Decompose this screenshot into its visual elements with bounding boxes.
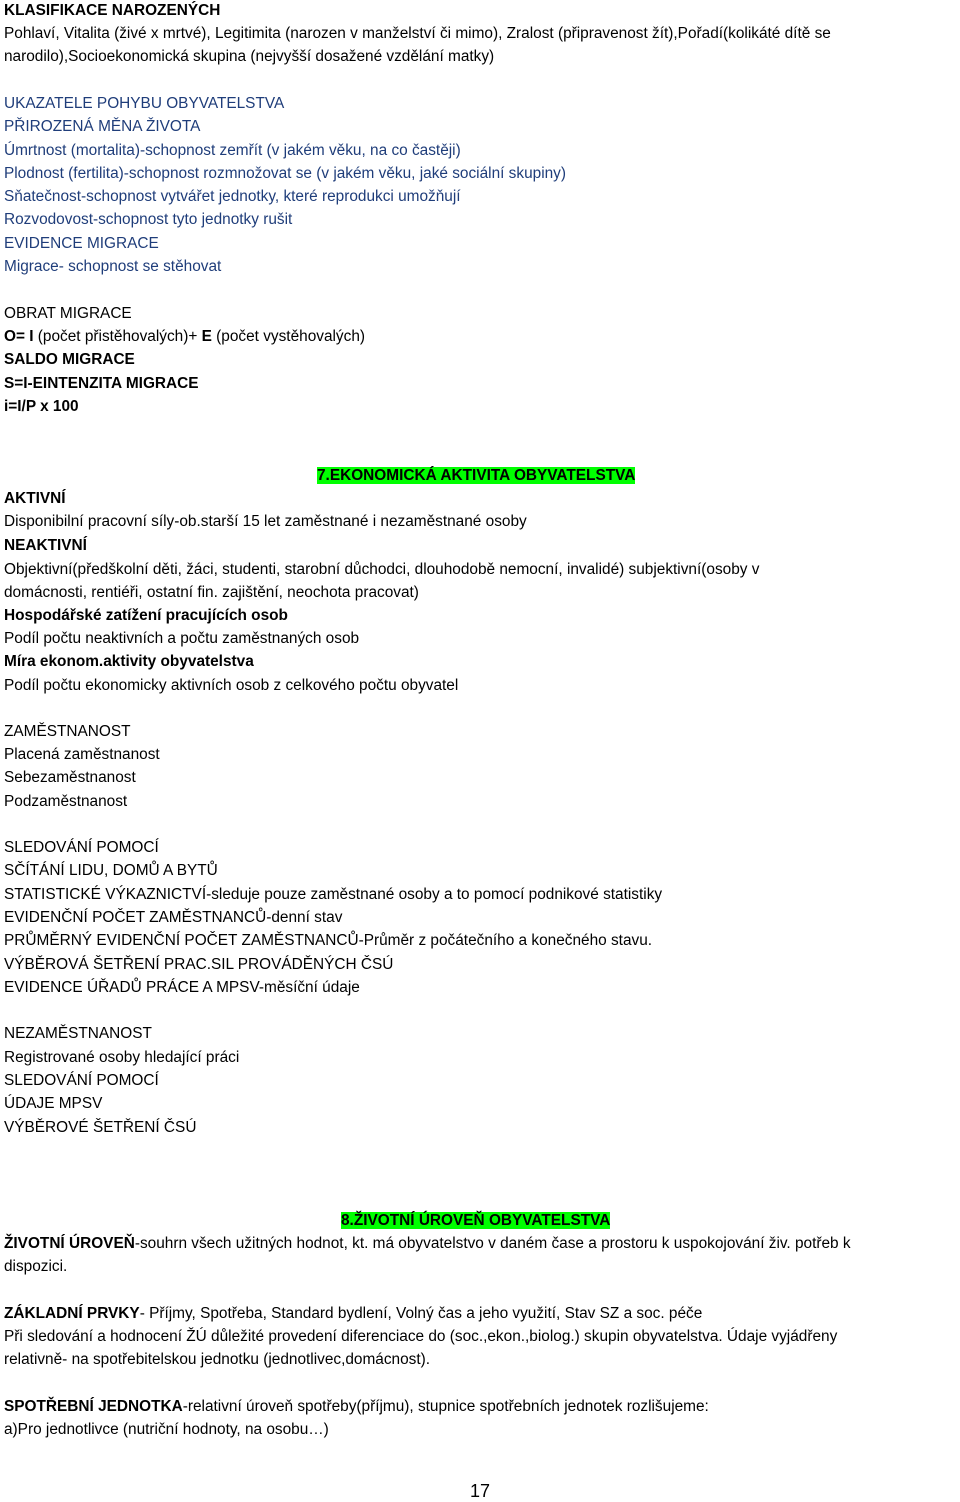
zatizeni-text: Podíl počtu neaktivních a počtu zaměstnaných osob bbox=[4, 630, 360, 647]
zamestnanost-item: Podzaměstnanost bbox=[4, 793, 128, 810]
spotrebni-jednotka-a: a)Pro jednotlivce (nutriční hodnoty, na osobu…) bbox=[4, 1421, 329, 1438]
sledovani-scitani: SČÍTÁNÍ LIDU, DOMŮ A BYTŮ bbox=[4, 862, 218, 879]
zatizeni-heading: Hospodářské zatížení pracujících osob bbox=[4, 607, 288, 624]
mira-heading: Míra ekonom.aktivity obyvatelstva bbox=[4, 653, 254, 670]
sledovani-2-item: VÝBĚROVÉ ŠETŘENÍ ČSÚ bbox=[4, 1119, 197, 1136]
klasifikace-heading: KLASIFIKACE NAROZENÝCH bbox=[4, 2, 221, 19]
neaktivni-line-2: domácnosti, rentiéři, ostatní fin. zajištění, neochota pracovat) bbox=[4, 584, 419, 601]
sledovani-heading: SLEDOVÁNÍ POMOCÍ bbox=[4, 839, 159, 856]
prirozena-mena-heading: PŘIROZENÁ MĚNA ŽIVOTA bbox=[4, 118, 201, 135]
obrat-mid: (počet přistěhovalých)+ bbox=[33, 328, 202, 345]
neaktivni-heading: NEAKTIVNÍ bbox=[4, 537, 87, 554]
spotrebni-jednotka-term: SPOTŘEBNÍ JEDNOTKA bbox=[4, 1398, 183, 1415]
spotrebni-jednotka-text: -relativní úroveň spotřeby(příjmu), stupnice spotřebních jednotek rozlišujeme: bbox=[182, 1398, 709, 1415]
rozvodovost-text: Rozvodovost-schopnost tyto jednotky rušit bbox=[4, 211, 293, 228]
saldo-migrace-heading: SALDO MIGRACE bbox=[4, 351, 135, 368]
sledovani-prumerny bbox=[4, 931, 652, 951]
zamestnanost-item: Sebezaměstnanost bbox=[4, 769, 136, 786]
sledovani-2-heading: SLEDOVÁNÍ POMOCÍ bbox=[4, 1072, 159, 1089]
obrat-E: E bbox=[201, 328, 212, 345]
section-7-title bbox=[317, 466, 635, 486]
zivotni-uroven-line-2: dispozici. bbox=[4, 1258, 68, 1275]
sledovani-prumerny-b: -Průměr z počátečního a konečného stavu. bbox=[358, 932, 653, 949]
nezamestnanost-heading: NEZAMĚSTNANOST bbox=[4, 1025, 152, 1042]
zakladni-prvky-text: - Příjmy, Spotřeba, Standard bydlení, Volný čas a jeho využití, Stav SZ a soc. péče bbox=[139, 1305, 703, 1322]
zakladni-prvky-line bbox=[4, 1304, 702, 1324]
section-7-title-text: 7.EKONOMICKÁ AKTIVITA OBYVATELSTVA bbox=[317, 467, 636, 484]
obrat-migrace-formula bbox=[4, 327, 365, 347]
mira-text: Podíl počtu ekonomicky aktivních osob z celkového počtu obyvatel bbox=[4, 677, 459, 694]
migrace-text: Migrace- schopnost se stěhovat bbox=[4, 258, 222, 275]
klasifikace-line-2: narodilo),Socioekonomická skupina (nejvyšší dosažené vzdělání matky) bbox=[4, 48, 495, 65]
evidence-migrace-heading: EVIDENCE MIGRACE bbox=[4, 235, 159, 252]
zakladni-prvky-term: ZÁKLADNÍ PRVKY bbox=[4, 1305, 140, 1322]
aktivni-heading: AKTIVNÍ bbox=[4, 490, 66, 507]
zamestnanost-item: Placená zaměstnanost bbox=[4, 746, 160, 763]
klasifikace-line-1: Pohlaví, Vitalita (živé x mrtvé), Legitimita (narozen v manželství či mimo), Zralost (připravenost žít),Pořadí(kolikáté dítě se bbox=[4, 25, 831, 42]
sledovani-prumerny-a: PRŮMĚRNÝ EVIDENČNÍ POČET ZAMĚSTNANCŮ bbox=[4, 932, 359, 949]
umrtnost-text: Úmrtnost (mortalita)-schopnost zemřít (v jakém věku, na co častěji) bbox=[4, 142, 461, 159]
snatecnost-text: Sňatečnost-schopnost vytvářet jednotky, které reprodukci umožňují bbox=[4, 188, 461, 205]
plodnost-text: Plodnost (fertilita)-schopnost rozmnožovat se (v jakém věku, jaké sociální skupiny) bbox=[4, 165, 566, 182]
sledovani-evidence-uradu: EVIDENCE ÚŘADŮ PRÁCE A MPSV-měsíční údaje bbox=[4, 979, 360, 996]
section-8-title-text: 8.ŽIVOTNÍ ÚROVEŇ OBYVATELSTVA bbox=[341, 1212, 611, 1229]
ukazatele-heading: UKAZATELE POHYBU OBYVATELSTVA bbox=[4, 95, 285, 112]
obrat-end: (počet vystěhovalých) bbox=[211, 328, 366, 345]
page-number: 17 bbox=[469, 1481, 491, 1501]
zivotni-uroven-term: ŽIVOTNÍ ÚROVEŇ bbox=[4, 1235, 135, 1252]
neaktivni-line-1: Objektivní(předškolní děti, žáci, studenti, starobní důchodci, dlouhodobě nemocní, invalidé) subjektivní(osoby v bbox=[4, 561, 760, 578]
sledovani-vyberova: VÝBĚROVÁ ŠETŘENÍ PRAC.SIL PROVÁDĚNÝCH ČSÚ bbox=[4, 956, 394, 973]
zivotni-uroven-line-1 bbox=[4, 1234, 851, 1254]
sledovani-statisticke: STATISTICKÉ VÝKAZNICTVÍ-sleduje pouze zaměstnané osoby a to pomocí podnikové statistiky bbox=[4, 886, 663, 903]
sledovani-zu-line-1: Při sledování a hodnocení ŽÚ důležité provedení diferenciace do (soc.,ekon.,biolog.) skupin obyvatelstva. Údaje vyjádřeny bbox=[4, 1328, 838, 1345]
obrat-migrace-heading: OBRAT MIGRACE bbox=[4, 305, 132, 322]
nezamestnanost-text: Registrované osoby hledající práci bbox=[4, 1049, 240, 1066]
sledovani-zu-line-2: relativně- na spotřebitelskou jednotku (jednotlivec,domácnost). bbox=[4, 1351, 431, 1368]
sledovani-evidencni: EVIDENČNÍ POČET ZAMĚSTNANCŮ-denní stav bbox=[4, 909, 343, 926]
section-8-title bbox=[341, 1211, 610, 1231]
aktivni-text: Disponibilní pracovní síly-ob.starší 15 let zaměstnané i nezaměstnané osoby bbox=[4, 513, 527, 530]
zivotni-uroven-text: -souhrn všech užitných hodnot, kt. má obyvatelstvo v daném čase a prostoru k uspokojování živ. potřeb k bbox=[134, 1235, 851, 1252]
intenzita-formula: i=I/P x 100 bbox=[4, 398, 79, 415]
zamestnanost-heading: ZAMĚSTNANOST bbox=[4, 723, 131, 740]
spotrebni-jednotka-line bbox=[4, 1397, 709, 1417]
saldo-formula: S=I-EINTENZITA MIGRACE bbox=[4, 375, 199, 392]
obrat-O: O= I bbox=[4, 328, 34, 345]
sledovani-2-item: ÚDAJE MPSV bbox=[4, 1095, 103, 1112]
